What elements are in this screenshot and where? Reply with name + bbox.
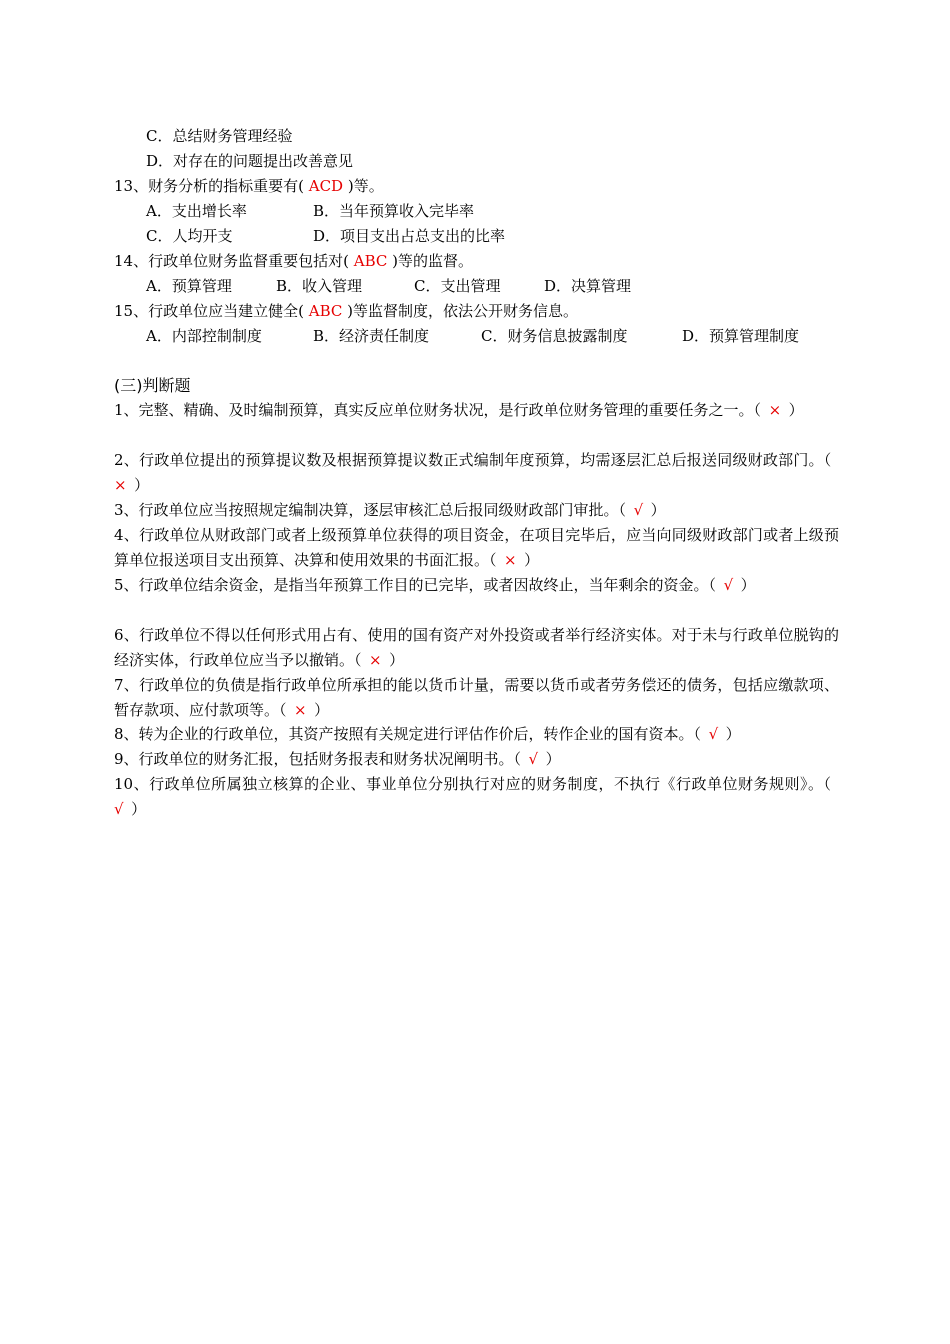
judgment-mark: √ (528, 750, 539, 768)
judgment-item (114, 673, 839, 723)
judgment-mark: × (114, 476, 127, 494)
question-14-option-d: D．决算管理 (544, 277, 632, 295)
judgment-mark: √ (723, 576, 734, 594)
judgment-mark: × (504, 551, 517, 569)
judgment-text: 1、完整、精确、及时编制预算，真实反应单位财务状况，是行政单位财务管理的重要任务之一。（ (114, 401, 762, 419)
question-13-option-b: B．当年预算收入完毕率 (313, 202, 475, 220)
judgment-text: 6、行政单位不得以任何形式用占有、使用的国有资产对外投资或者举行经济实体。对于未与行政单位脱钩的经济实体，行政单位应当予以撤销。（ (114, 626, 839, 669)
judgment-item (114, 448, 839, 498)
judgment-close: ） (788, 401, 804, 419)
judgment-item (114, 722, 839, 747)
judgment-mark: √ (633, 501, 644, 519)
question-13-option-c: C．人均开支 (146, 227, 233, 245)
question-13-suffix: )等。 (347, 177, 384, 195)
judgment-close: ） (545, 750, 561, 768)
judgment-text: 2、行政单位提出的预算提议数及根据预算提议数正式编制年度预算，均需逐层汇总后报送同级财政部门。（ (114, 451, 832, 469)
question-14-option-a: A．预算管理 (146, 277, 232, 295)
question-15 (114, 299, 839, 324)
question-15-option-b: B．经济责任制度 (313, 327, 430, 345)
question-13-option-a: A．支出增长率 (146, 202, 247, 220)
judgment-item (114, 523, 839, 573)
question-13 (114, 174, 839, 199)
question-15-option-d: D．预算管理制度 (682, 327, 800, 345)
judgment-mark: √ (114, 800, 124, 818)
judgment-item (114, 772, 839, 822)
judgment-close: ） (389, 651, 405, 669)
question-15-suffix: )等监督制度，依法公开财务信息。 (347, 302, 578, 320)
judgment-item (114, 398, 839, 423)
question-13-option-d: D．项目支出占总支出的比率 (313, 227, 506, 245)
question-14-suffix: )等的监督。 (392, 252, 473, 270)
question-13-options-cd (146, 224, 871, 249)
judgment-close: ） (524, 551, 540, 569)
judgment-text: 4、行政单位从财政部门或者上级预算单位获得的项目资金，在项目完毕后，应当向同级财政部门或者上级预算单位报送项目支出预算、决算和使用效果的书面汇报。（ (114, 526, 839, 569)
section-heading: (三)判断题 (114, 376, 191, 395)
judgment-close: ） (740, 576, 756, 594)
question-15-option-a: A．内部控制制度 (146, 327, 262, 345)
question-14-option-c: C．支出管理 (414, 277, 501, 295)
question-15-option-c: C．财务信息披露制度 (481, 327, 628, 345)
question-13-options-ab (146, 199, 871, 224)
judgment-item (114, 498, 839, 523)
judgment-close: ） (134, 476, 150, 494)
question-14-option-b: B．收入管理 (276, 277, 363, 295)
question-14-answer: ABC (353, 252, 388, 270)
judgment-text: 8、转为企业的行政单位，其资产按照有关规定进行评估作价后，转作企业的国有资本。（ (114, 725, 702, 743)
question-14-options (146, 274, 871, 299)
judgment-mark: × (768, 401, 782, 419)
judgment-close: ） (725, 725, 741, 743)
judgment-item (114, 573, 839, 598)
question-15-prefix: 15、行政单位应当建立健全( (114, 302, 304, 320)
judgment-text: 3、行政单位应当按照规定编制决算，逐层审核汇总后报同级财政部门审批。（ (114, 501, 627, 519)
question-15-answer: ABC (308, 302, 343, 320)
judgment-close: ） (314, 701, 330, 719)
judgment-mark: × (294, 701, 307, 719)
q12-option-d: D．对存在的问题提出改善意见 (146, 152, 354, 170)
judgment-text: 5、行政单位结余资金，是指当年预算工作目的已完毕，或者因故终止，当年剩余的资金。（ (114, 576, 717, 594)
judgment-text: 10、行政单位所属独立核算的企业、事业单位分别执行对应的财务制度，不执行《行政单位财务规则》。（ (114, 775, 832, 793)
judgment-close: ） (131, 800, 147, 818)
question-13-prefix: 13、财务分析的指标重要有( (114, 177, 304, 195)
judgment-text: 7、行政单位的负债是指行政单位所承担的能以货币计量，需要以货币或者劳务偿还的债务，包括应缴款项、暂存款项、应付款项等。（ (114, 676, 839, 719)
question-13-answer: ACD (308, 177, 344, 195)
question-14 (114, 249, 839, 274)
judgment-mark: × (369, 651, 382, 669)
judgment-close: ） (650, 501, 666, 519)
question-14-prefix: 14、行政单位财务监督重要包括对( (114, 252, 349, 270)
judgment-item (114, 623, 839, 673)
judgment-mark: √ (708, 725, 719, 743)
judgment-text: 9、行政单位的财务汇报，包括财务报表和财务状况阐明书。（ (114, 750, 522, 768)
judgment-item (114, 747, 839, 772)
q12-option-c: C．总结财务管理经验 (146, 127, 293, 145)
question-15-options (146, 324, 871, 349)
